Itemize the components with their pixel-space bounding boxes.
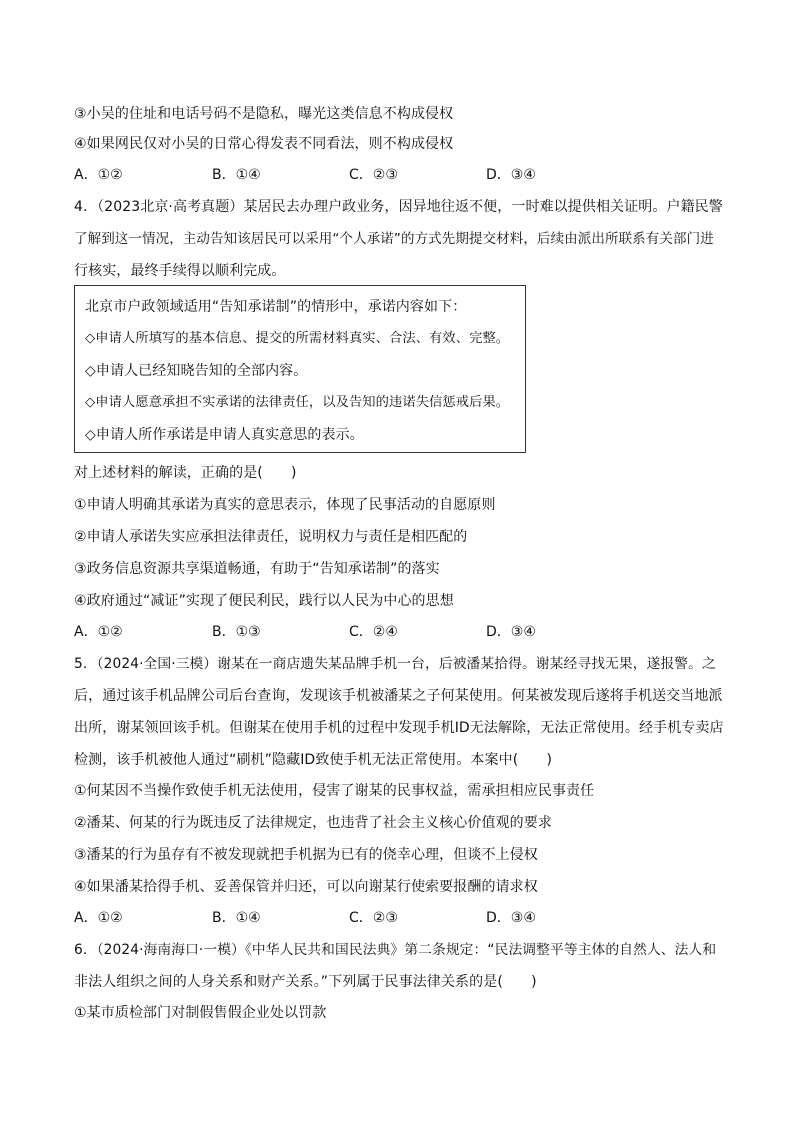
q4-statement-4: ④政府通过“减证”实现了便民利民，践行以人民为中心的思想 [74,593,454,609]
q3-option-c: C．②③ [349,167,398,183]
box-line-2: ◇申请人所填写的基本信息、提交的所需材料真实、合法、有效、完整。 [85,331,510,346]
q3-option-d: D．③④ [486,167,536,183]
box-line-3: ◇申请人已经知晓告知的全部内容。 [85,363,308,379]
q4-option-a: A．①② [74,624,123,640]
q4-material-box [74,285,526,453]
q5-stem-line-3: 出所，谢某领回该手机。但谢某在使用手机的过程中发现手机ID无法解除，无法正常使用。经手机专卖店 [74,720,724,736]
q4-option-b: B．①③ [212,624,261,640]
q3-option-a: A．①② [74,167,123,183]
q5-stem-line-2: 后，通过该手机品牌公司后台查询，发现该手机被潘某之子何某使用。何某被发现后遂将手机送交当地派 [74,688,723,704]
q6-stem-line-2: 非法人组织之间的人身关系和财产关系。”下列属于民事法律关系的是( ) [74,974,537,990]
q4-stem-line-1: 4．（2023北京·高考真题）某居民去办理户政业务，因异地往返不便，一时难以提供相关证明。户籍民警 [74,199,723,215]
q4-statement-2: ②申请人承诺失实应承担法律责任，说明权力与责任是相匹配的 [74,529,468,545]
q4-options [74,622,634,642]
q5-option-d: D．③④ [486,910,536,926]
q5-statement-3: ③潘某的行为虽存有不被发现就把手机据为已有的侥幸心理，但谈不上侵权 [74,847,538,863]
q5-statement-1: ①何某因不当操作致使手机无法使用，侵害了谢某的民事权益，需承担相应民事责任 [74,783,595,799]
q4-option-c: C．②④ [349,624,398,640]
q3-statement-4: ④如果网民仅对小吴的日常心得发表不同看法，则不构成侵权 [74,136,454,152]
box-line-4: ◇申请人愿意承担不实承诺的法律责任，以及告知的违诺失信惩戒后果。 [85,395,510,410]
q6-stem-line-1: 6．（2024·海南海口·一模）《中华人民共和国民法典》第二条规定：“民法调整平等主体的自然人、法人和 [74,942,717,958]
q3-options [74,165,634,185]
q5-options [74,908,634,928]
q4-option-d: D．③④ [486,624,536,640]
q4-stem-line-2: 了解到这一情况，主动告知该居民可以采用“个人承诺”的方式先期提交材料，后续由派出所联系有关部门进 [74,231,714,247]
q4-question: 对上述材料的解读，正确的是( ) [74,465,297,481]
q4-statement-3: ③政务信息资源共享渠道畅通，有助于“告知承诺制”的落实 [74,561,440,577]
q3-statement-3: ③小吴的住址和电话号码不是隐私，曝光这类信息不构成侵权 [74,106,454,122]
q3-option-b: B．①④ [212,167,261,183]
q6-statement-1: ①某市质检部门对制假售假企业处以罚款 [74,1005,327,1021]
q4-stem-line-3: 行核实，最终手续得以顺利完成。 [74,263,286,279]
q4-statement-1: ①申请人明确其承诺为真实的意思表示，体现了民事活动的自愿原则 [74,497,496,513]
q5-statement-2: ②潘某、何某的行为既违反了法律规定，也违背了社会主义核心价值观的要求 [74,815,552,831]
q5-option-c: C．②③ [349,910,398,926]
q5-stem-line-4: 检测，该手机被他人通过“刷机”隐藏ID致使手机无法正常使用。本案中( ) [74,752,553,768]
q5-statement-4: ④如果潘某拾得手机、妥善保管并归还，可以向谢某行使索要报酬的请求权 [74,879,538,895]
q5-stem-line-1: 5．（2024·全国·三模）谢某在一商店遗失某品牌手机一台，后被潘某拾得。谢某经寻找无果，遂报警。之 [74,656,716,672]
q5-option-a: A．①② [74,910,123,926]
box-line-5: ◇申请人所作承诺是申请人真实意思的表示。 [85,427,364,443]
q5-option-b: B．①④ [212,910,261,926]
box-line-1: 北京市户政领域适用“告知承诺制”的情形中，承诺内容如下： [85,299,467,315]
